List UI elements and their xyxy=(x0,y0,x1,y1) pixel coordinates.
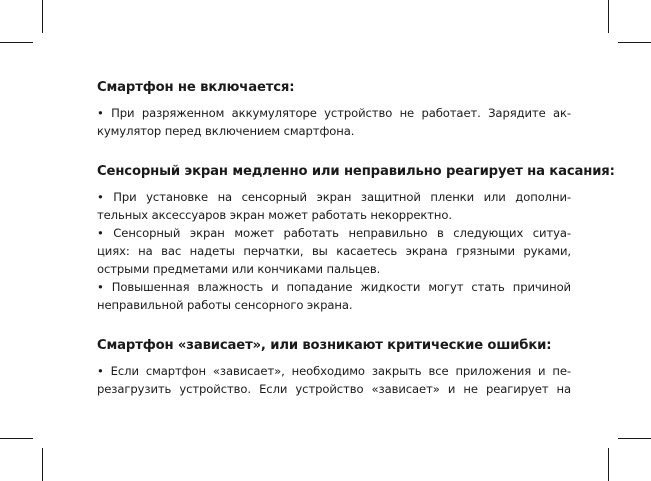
text-line: • При установке на сенсорный экран защитной пленки или дополни- xyxy=(97,190,571,204)
section-heading: Смартфон «зависает», или возникают критические ошибки: xyxy=(97,338,552,353)
section-not-turning-on xyxy=(97,78,571,140)
crop-mark-top-left-horizontal xyxy=(0,42,33,43)
crop-mark-bottom-left-vertical xyxy=(42,448,43,481)
bullet-paragraph xyxy=(97,224,571,278)
text-line: • При разряженном аккумуляторе устройство не работает. Зарядите ак- xyxy=(97,106,571,120)
crop-mark-top-right-horizontal xyxy=(618,42,651,43)
crop-mark-top-right-vertical xyxy=(608,0,609,33)
bullet-paragraph xyxy=(97,104,571,140)
section-touchscreen xyxy=(97,162,615,314)
bullet-paragraph xyxy=(97,362,571,398)
crop-mark-bottom-right-vertical xyxy=(608,448,609,481)
crop-mark-top-left-vertical xyxy=(42,0,43,33)
text-line: тельных аксессуаров экран может работать некорректно. xyxy=(97,208,452,222)
bullet-paragraph xyxy=(97,278,571,314)
text-line: неправильной работы сенсорного экрана. xyxy=(97,298,353,312)
text-line: • Сенсорный экран может работать неправильно в следующих ситуа- xyxy=(97,226,571,240)
crop-mark-bottom-right-horizontal xyxy=(618,438,651,439)
text-line: кумулятор перед включением смартфона. xyxy=(97,124,355,138)
section-heading: Сенсорный экран медленно или неправильно реагирует на касания: xyxy=(97,164,615,179)
bullet-paragraph xyxy=(97,188,571,224)
manual-page xyxy=(97,78,615,398)
text-line: острыми предметами или кончиками пальцев. xyxy=(97,262,381,276)
section-freezing xyxy=(97,336,571,398)
text-line: резагрузить устройство. Если устройство «зависает» и не реагирует на xyxy=(97,382,571,396)
crop-mark-bottom-left-horizontal xyxy=(0,438,33,439)
text-line: • Если смартфон «зависает», необходимо закрыть все приложения и пе- xyxy=(97,364,571,378)
text-line: • Повышенная влажность и попадание жидкости могут стать причиной xyxy=(97,280,571,294)
text-line: циях: на вас надеты перчатки, вы касаетесь экрана грязными руками, xyxy=(97,244,571,258)
section-heading: Смартфон не включается: xyxy=(97,80,295,95)
